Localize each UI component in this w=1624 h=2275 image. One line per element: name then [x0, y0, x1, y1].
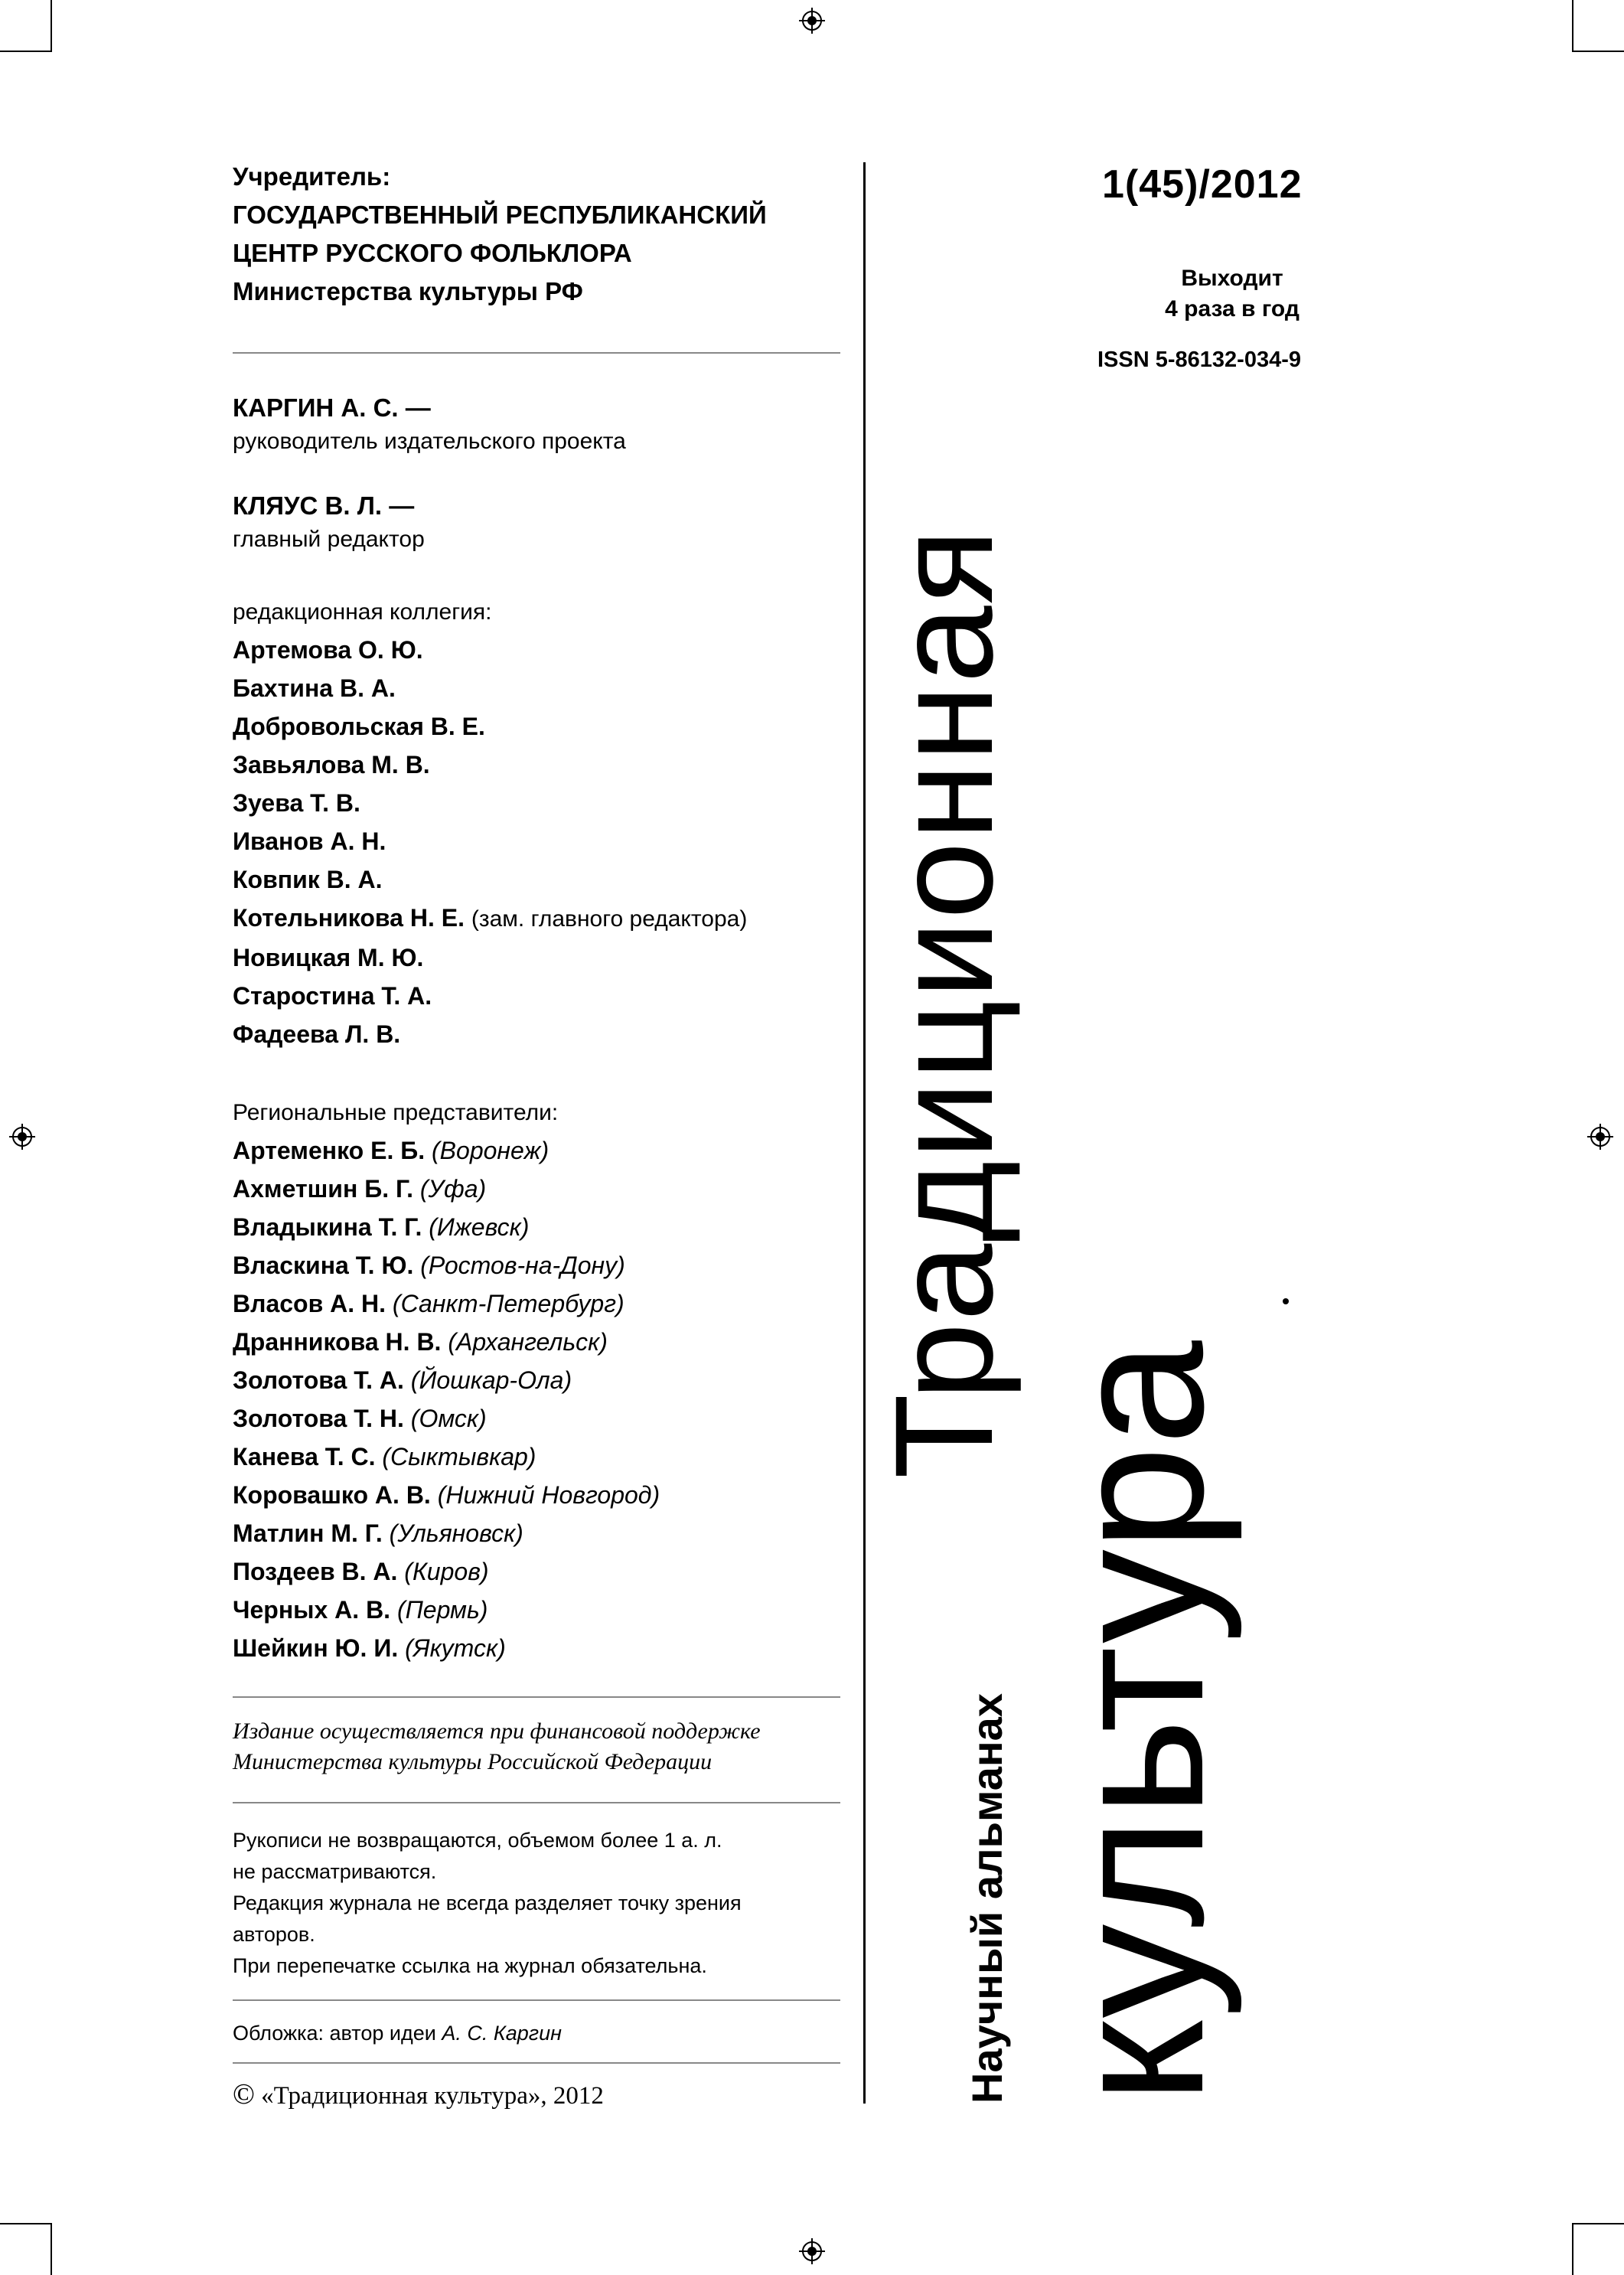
board-member: Завьялова М. В. — [233, 751, 430, 778]
copyright-text: «Традиционная культура», 2012 — [261, 2082, 604, 2110]
issue-number: 1(45)/2012 — [1102, 162, 1303, 207]
founder-line-3: Министерства культуры РФ — [233, 277, 583, 305]
crop-mark-top-right-v — [1572, 0, 1573, 52]
crop-mark-bottom-left-v — [51, 2223, 52, 2275]
cover-credit — [233, 2018, 845, 2049]
support-note — [233, 1716, 845, 1777]
frequency-line-2: 4 раза в год — [1165, 296, 1300, 322]
board-member: Бахтина В. А. — [233, 674, 396, 702]
board-member: Ковпик В. А. — [233, 866, 383, 893]
board-member: Иванов А. Н. — [233, 827, 386, 855]
registration-dot — [1283, 1298, 1289, 1304]
board-member: Артемова О. Ю. — [233, 636, 423, 664]
note-line-4: авторов. — [233, 1923, 315, 1946]
divider-5 — [233, 2062, 840, 2064]
founder-line-1: ГОСУДАРСТВЕННЫЙ РЕСПУБЛИКАНСКИЙ — [233, 201, 767, 229]
title-word-1: Традиционная — [866, 527, 1022, 1479]
board-member: Фадеева Л. В. — [233, 1020, 401, 1048]
divider-2 — [233, 1696, 840, 1698]
support-line-1: Издание осуществляется при финансовой поддержке — [233, 1718, 761, 1744]
crop-mark-bottom-right-v — [1572, 2223, 1573, 2275]
title-word-2: культура — [1032, 1340, 1243, 2104]
cover-credit-author: А. С. Каргин — [442, 2022, 562, 2045]
copyright — [233, 2076, 845, 2114]
registration-mark-top — [799, 8, 825, 34]
note-line-5: При перепечатке ссылка на журнал обязательна. — [233, 1954, 707, 1977]
board-label: редакционная коллегия: — [233, 599, 492, 625]
board-member: Старостина Т. А. — [233, 982, 432, 1010]
frequency-line-1: Выходит — [1181, 266, 1283, 291]
crop-mark-top-right-h — [1572, 51, 1624, 52]
board-member-note: (зам. главного редактора) — [471, 906, 748, 932]
board-member: Новицкая М. Ю. — [233, 944, 424, 971]
registration-mark-left — [9, 1124, 35, 1150]
founder-label: Учредитель: — [233, 162, 391, 191]
board-member: Зуева Т. В. — [233, 789, 360, 817]
regional-member: Золотова Т. А. (Йошкар-Ола) — [233, 1366, 572, 1394]
crop-mark-top-left-h — [0, 51, 52, 52]
note-line-1: Рукописи не возвращаются, объемом более 1 а. л. — [233, 1829, 722, 1852]
divider-4 — [233, 1999, 840, 2001]
board-member: Добровольская В. Е. — [233, 713, 485, 740]
regional-member: Матлин М. Г. (Ульяновск) — [233, 1519, 523, 1547]
crop-mark-top-left-v — [51, 0, 52, 52]
issn: ISSN 5-86132-034-9 — [1097, 348, 1301, 372]
editorial-notes — [233, 1825, 845, 1982]
registration-mark-right — [1587, 1124, 1613, 1150]
regional-label: Региональные представители: — [233, 1100, 559, 1125]
regional-representatives — [233, 1095, 845, 1667]
board-member: Котельникова Н. Е. (зам. главного редактора) — [233, 904, 748, 932]
regional-member: Власкина Т. Ю. (Ростов-на-Дону) — [233, 1252, 625, 1279]
registration-mark-bottom — [799, 2238, 825, 2264]
regional-member: Дранникова Н. В. (Архангельск) — [233, 1328, 608, 1356]
note-line-3: Редакция журнала не всегда разделяет точку зрения — [233, 1891, 742, 1914]
regional-member: Золотова Т. Н. (Омск) — [233, 1405, 487, 1432]
founder-block — [233, 158, 845, 311]
support-line-2: Министерства культуры Российской Федерации — [233, 1749, 713, 1774]
regional-member: Артеменко Е. Б. (Воронеж) — [233, 1137, 549, 1164]
note-line-2: не рассматриваются. — [233, 1860, 437, 1883]
copyright-symbol: © — [233, 2078, 255, 2110]
editorial-board — [233, 594, 845, 1053]
staff-name: КАРГИН А. С. — — [233, 393, 431, 422]
regional-member: Канева Т. С. (Сыктывкар) — [233, 1443, 536, 1470]
publication-frequency — [1133, 263, 1332, 325]
founder-line-2: ЦЕНТР РУССКОГО ФОЛЬКЛОРА — [233, 239, 632, 267]
divider-3 — [233, 1802, 840, 1803]
divider-1 — [233, 352, 840, 354]
regional-member: Владыкина Т. Г. (Ижевск) — [233, 1213, 530, 1241]
crop-mark-bottom-left-h — [0, 2223, 52, 2224]
staff-block — [233, 389, 845, 557]
regional-member: Коровашко А. В. (Нижний Новгород) — [233, 1481, 660, 1509]
regional-member: Черных А. В. (Пермь) — [233, 1596, 488, 1624]
subtitle-vertical: Научный альманах — [963, 1693, 1011, 2104]
staff-role: главный редактор — [233, 527, 425, 552]
staff-role: руководитель издательского проекта — [233, 429, 626, 454]
staff-name: КЛЯУС В. Л. — — [233, 491, 415, 520]
regional-member: Власов А. Н. (Санкт-Петербург) — [233, 1290, 624, 1317]
regional-member: Поздеев В. А. (Киров) — [233, 1558, 489, 1585]
regional-member: Ахметшин Б. Г. (Уфа) — [233, 1175, 487, 1203]
crop-mark-bottom-right-h — [1572, 2223, 1624, 2224]
regional-member: Шейкин Ю. И. (Якутск) — [233, 1634, 506, 1662]
cover-credit-label: Обложка: автор идеи — [233, 2022, 436, 2045]
